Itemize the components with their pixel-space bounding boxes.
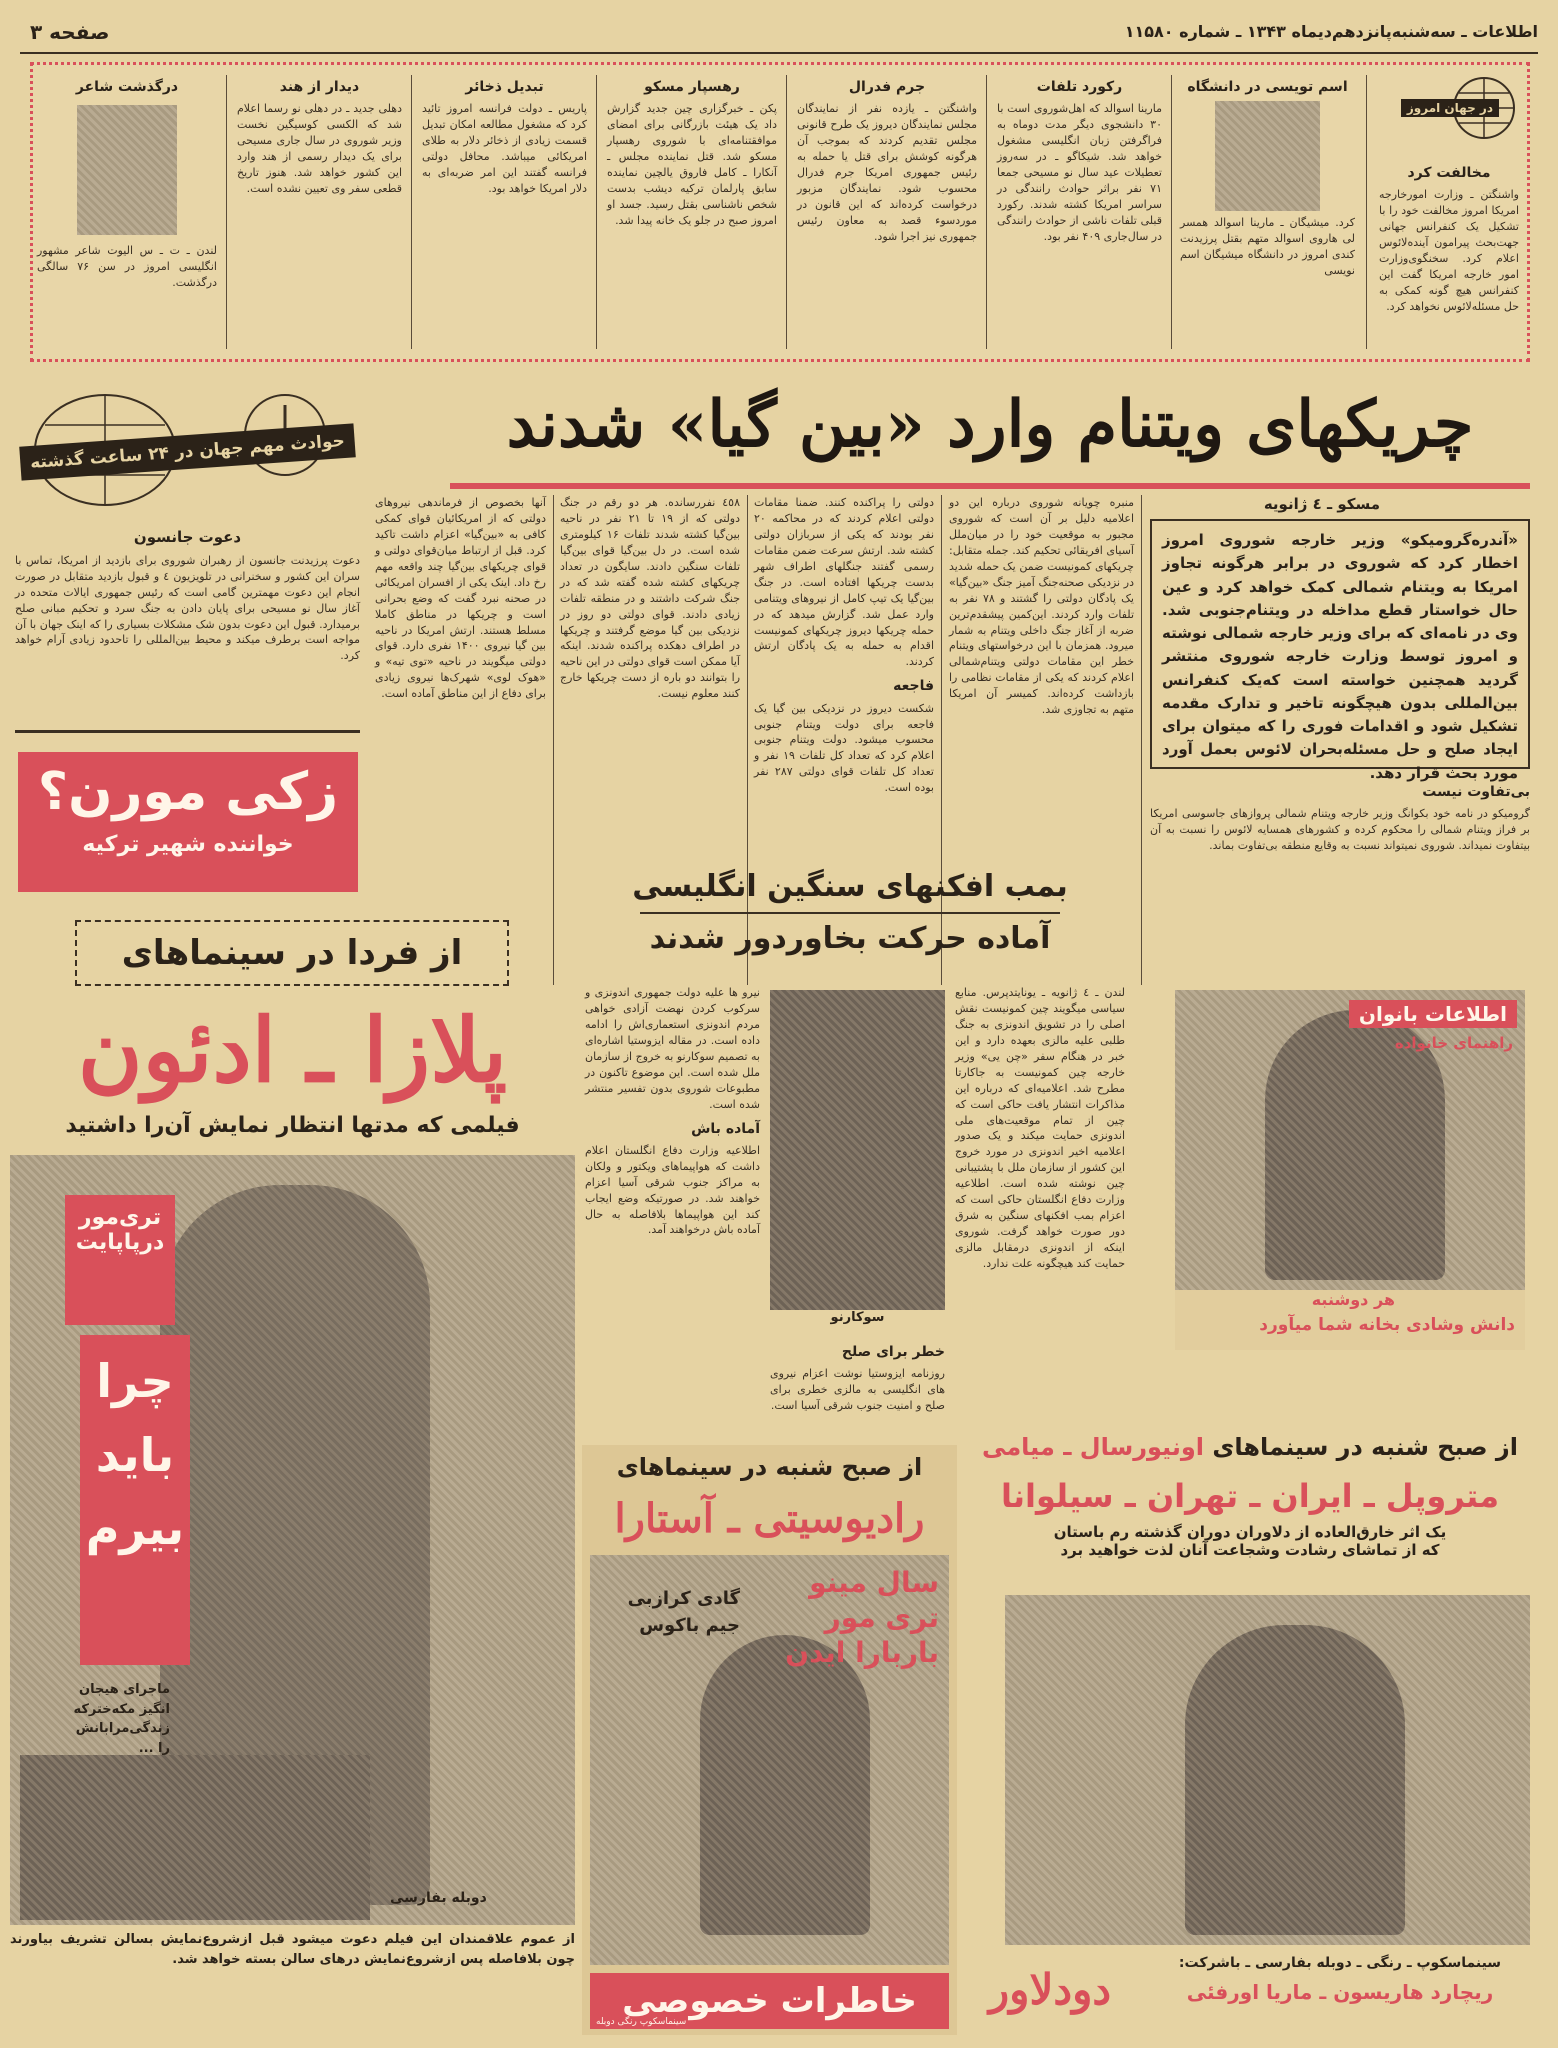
banovan-title-box: [1349, 1000, 1517, 1028]
top-col-1: [1379, 161, 1519, 361]
dovlor-specs: سینماسکوپ ـ رنگی ـ دوبله بفارسی ـ باشرکت:: [1178, 1955, 1502, 1971]
poster-vertical-label: [65, 1195, 175, 1325]
dovlor-cinemas: متروپل ـ ایران ـ تهران ـ سیلوانا: [1000, 1477, 1500, 1515]
cast-5: جیم باکوس: [639, 1615, 740, 1636]
moscow-lead-text: «آندره‌گرومیکو» وزیر خارجه شوروی امروز اخطار کرد که شوروی در برابر هرگونه تجاوز امریکا به ویتنام شمالی کمک خواهد کرد و عین حال خواستار قطع مداخله در ویتنام‌جنوبی شد. وی در نامه‌ای که برای وزیر خارجه شمالی نوشته و امروز توسط وزارت خارجه شوروی منتشر گردید همچنین خواسته است که‌یک کنفرانس بین‌المللی بدون هیچگونه تاخیر و تدارک مقدمه تشکیل شود و اقدامات فوری را که میتوان برای ایجاد صلح و حل مسئله‌بحران لائوس بعمل آورد مورد بحث قرار دهد.: [1162, 531, 1518, 782]
top-col-4: [797, 75, 977, 357]
banovan-sub: راهنمای خانواده: [1394, 1034, 1513, 1052]
dovlor-ad: [965, 1425, 1535, 2035]
separator: [986, 75, 987, 349]
poster-title: چرا باید بیرم: [85, 1354, 185, 1556]
plaza-footer: از عموم علاقمندان این فیلم دعوت میشود قبل ازشروع‌نمایش بسالن تشریف بیاورند چون بلافاصله پس ازشروع‌نمایش درهای سالن بسته خواهد شد.: [10, 1932, 575, 1967]
cast-1: سال مینو: [809, 1566, 939, 1599]
main-headline: چریکهای ویتنام وارد «بین گیا» شدند: [506, 387, 1474, 462]
moscow-dateline: مسکو ـ ٤ ژانویه: [1263, 495, 1380, 513]
world-logo-text: در جهان امروز: [1401, 99, 1499, 117]
radio-title: خاطرات خصوصی: [622, 1981, 917, 2021]
plaza-top-box: [75, 920, 509, 986]
top-news-box: [30, 62, 1530, 362]
bomb-danger: [770, 1340, 945, 1440]
banovan-tag: دانش وشادی بخانه شما میآورد: [1259, 1315, 1515, 1335]
top-col-3: [997, 75, 1162, 357]
radio-ad: [582, 1445, 957, 2035]
bomb-headline: [580, 862, 1120, 972]
bomb-title: بمب افکنهای سنگین انگلیسی: [632, 869, 1068, 904]
main-headline-area: [450, 375, 1530, 495]
dovlor-top1: از صبح شنبه در سینماهای: [1212, 1433, 1518, 1461]
johnson-body: دعوت پرزیدنت جانسون از رهبران شوروی برای بازدید از امریکا، تماس با سران این کشور و سخنرانی در تلویزیون ٤ و قبول بازدید متقابل در صورت انجام این دعوت مهمترین گامی است که رئیس جمهوری ایالات متحده در آغاز سال نو مسیحی برای پایان دادن به جنگ سرد و تحکیم مبانی صلح برمیدارد. قبول این دعوت بدون شک مشکلات بسیاری را که اینک جهان با آن مواجه است برطرف میکند و محیط بین‌المللی را تاحدود زیادی آرام خواهد کرد.: [15, 553, 360, 663]
bomb-col-right: [955, 985, 1125, 1435]
poster-inset-photo: [20, 1755, 370, 1920]
bomb-subtitle: آماده حرکت بخاوردور شدند: [649, 921, 1051, 956]
dovlor-poster: [1005, 1595, 1530, 1945]
col5-body: آنها بخصوص از فرماندهی نیروهای دولتی که از امریکائیان قوای کمکی کافی به «بین‌گیا» اعزام داشت تاکید کرد. قبل از ارتباط میان‌قوای دولتی و قوای چریکهای بین‌گیا چند واقعه مهم رخ داد. اینک یکی از افسران امریکائی در صحنه نبرد گفت که وضع بحرانی است و چریکها در مناطق کاملا مسلط هستند. ارتش امریکا در ناحیه بین گیا نیروی ۱۴۰۰ نفری دارد. قوای دولتی میگویند در ناحیه «توی تیه» و «هوک لوی» شهرک‌ها نیروی زیادی برای دفاع از این مناطق آماده است.: [375, 496, 546, 701]
radio-title-box: [590, 1973, 949, 2029]
radio-top: از صبح شنبه در سینماهای: [616, 1453, 923, 1481]
separator: [1141, 495, 1142, 985]
dovlor-cast: ریچارد هاریسون ـ ماریا اورفئی: [1186, 1980, 1494, 2004]
dovlor-desc1: یک اثر خارق‌العاده از دلاوران دوران گذشته رم باستان: [1053, 1523, 1447, 1541]
zeki-name: زکی مورن؟: [37, 762, 339, 822]
poster-tagline: ماجرای هیجان انگیز مکه‌خترکه زندگی‌مرابانش را ...: [73, 1682, 170, 1756]
col-title: مخالفت کرد: [1407, 165, 1491, 181]
dovlor-title: دودلاور: [988, 1965, 1112, 2014]
top-col-2: [1180, 75, 1355, 357]
world-logo: [1399, 75, 1519, 141]
banovan-ad: [1175, 990, 1525, 1350]
bomb-col-left-body: نیرو ها علیه دولت جمهوری اندونزی و سرکوب کردن نهضت آزادی خواهی مردم اندونزی استعماری‌اش را ادامه داده است. در مقاله ایزوستیا اشاره‌ای به تصمیم سوکارنو به خروج از سازمان ملل شده است. این موضوع تاکنون در مطبوعات شوروی بدون تفسیر منتشر شده است.: [585, 986, 760, 1111]
johnson-rule: [15, 730, 360, 733]
masthead-rule: [20, 52, 1538, 54]
radio-cast-right: [769, 1565, 939, 1670]
poster-dub: دوبله بفارسی: [390, 1890, 487, 1906]
dovlor-figure: [1185, 1625, 1405, 1935]
masthead-date: اطلاعات ـ سه‌شنبه‌پانزدهم‌دیماه ۱۳۴۳ ـ شماره ۱۱۵۸۰: [1124, 22, 1538, 41]
zeki-ad: [18, 752, 358, 892]
top-col-7: [237, 75, 402, 357]
radio-credit: سینماسکوپ رنگی دوبله: [596, 2017, 687, 2027]
faj-title: فاجعه: [893, 678, 934, 695]
faj-body: شکست دیروز در نزدیکی بین گیا یک فاجعه برای دولت ویتنام جنوبی محسوب میشود. دولت ویتنام جنوبی اعلام کرد که تعداد کل تلفات ۱۹ نفر و تعداد کل تلفات قوای دولتی ۲۸۷ نفر بوده است.: [754, 701, 934, 795]
plaza-poster: [10, 1155, 575, 1925]
plaza-top: از فردا در سینماهای: [121, 933, 463, 973]
separator: [596, 75, 597, 349]
danger-body: روزنامه ایزوستیا نوشت اعزام نیروی های انگلیسی به مالزی خطری برای صلح و امنیت جنوب شرقی آسیا است.: [770, 1367, 945, 1413]
plaza-ad: [10, 915, 575, 2035]
sukarno-photo: [770, 990, 945, 1310]
col-title: اسم تویسی در دانشگاه: [1187, 79, 1348, 95]
radio-figure: [700, 1635, 870, 1935]
banovan-title: اطلاعات بانوان: [1358, 1002, 1507, 1026]
cast-2: تری مور: [824, 1601, 939, 1634]
banovan-day: هر دوشنبه: [1311, 1290, 1395, 1309]
zeki-sub: خواننده شهیر ترکیه: [82, 832, 294, 857]
moscow-col5: [375, 495, 546, 985]
ready-title: آماده باش: [691, 1120, 760, 1137]
johnson-article: [15, 525, 360, 725]
news24-banner: حوادث مهم جهان در ۲۴ ساعت گذشته: [19, 423, 356, 480]
cast-3: باربارا ایدن: [785, 1636, 939, 1669]
moscow-sub1: [1150, 780, 1530, 985]
separator: [1171, 75, 1172, 349]
radio-name: رادیوسیتی ـ آستارا: [614, 1495, 925, 1542]
col-body: دهلی جدید ـ در دهلی نو رسما اعلام شد که الکسی کوسیگین نخست وزیر شوروی در سال جاری مسیحی برای یک دیدار رسمی از هند وارد این کشور خواهد شد. هنوز تاریخ قطعی سفر وی تعیین نشده است.: [237, 102, 402, 195]
separator: [1366, 75, 1367, 349]
dovlor-desc2: که از تماشای رشادت وشجاعت آنان لذت خواهید برد: [1060, 1541, 1440, 1559]
top-col-6: [422, 75, 587, 357]
col-title: رهسپار مسکو: [644, 79, 740, 95]
bomb-col-right-body: لندن ـ ٤ ژانویه ـ یونایتدپرس. منابع سیاسی میگویند چین کمونیست نقش اصلی را در تشویق اندونزی به جنگ طلبی علیه مالزی بعهده دارد و این خبر در هنگام سفر «چن یی» وزیر خارجه چین کمونیست به جاکارتا مطرح شد. اعلامیه‌ای که درباره این مذاکرات انتشار یافت حاکی است که چین از تمام موقعیت‌های ملی اندونزی حمایت میکند و یک صدور اعلامیه اخیر اندونزی در مورد خروج این کشور از سازمان ملل با پشتیبانی چین نوشته شده است. اطلاعیه وزارت دفاع انگلستان حاکی است که اعزام بمب افکنهای سنگین به شرق دور صورت خواهد گرفت. شوروی اینکه از اندونزی درمقابل مالزی حمایت کند هیچگونه علت ندارد.: [955, 986, 1125, 1270]
sukarno-photo-block: [770, 990, 945, 1335]
col-body: مارینا اسوالد که اهل‌شوروی است با ۳۰ دانشجوی دیگر مدت دوماه به فراگرفتن زبان انگلیسی مشغول خواهد شد. شیکاگو ـ در سه‌روز تعطیلات عید سال نو مسیحی جمعا ۷۱ نفر براثر حوادث رانندگی در سراسر امریکا کشته شدند. رکورد قبلی تلفات ناشی از حوادث رانندگی در سال‌جاری ۴۰۹ نفر بود.: [997, 102, 1162, 243]
sub1-body: گرومیکو در نامه خود بکوانگ وزیر خارجه ویتنام شمالی پروازهای جاسوسی امریکا بر فراز ویتنام شمالی را محکوم کرده و کشورهای همسایه لائوس را نسبت به آن بیتفاوت نمیداند. شوروی نمیتواند نسبت به وقایع منطقه بی‌تفاوت بماند.: [1150, 807, 1530, 853]
dovlor-top-row: [965, 1425, 1535, 1469]
plaza-sub: فیلمی که مدتها انتظار نمایش آن‌را داشتید: [65, 1113, 520, 1138]
plaza-name: پلازا ـ ادئون: [77, 998, 508, 1102]
col-body: واشنگتن ـ یازده نفر از نمایندگان مجلس نمایندگان دیروز یک طرح قانونی مجلس تقدیم کردند که بموجب آن هرگونه کوشش برای قتل یا حمله به رئیس جمهوری امریکا جرم فدرال محسوب شود. نمایندگان مزبور درخواست کرده‌اند که این قانون در موردسوء قصد به معاون رئیس جمهوری نیز اجرا شود.: [797, 102, 977, 243]
col-body: کرد. میشیگان ـ مارینا اسوالد همسر لی هاروی اسوالد متهم بقتل پرزیدنت کندی امروز در دانشگاه میشیگان اسم نویسی: [1180, 216, 1355, 278]
headline-underline: [450, 483, 1530, 489]
masthead: [20, 18, 1538, 54]
portrait-photo: [1215, 101, 1320, 211]
news24-logo: [15, 385, 360, 515]
sub1-title: بی‌تفاوت نیست: [1422, 784, 1530, 800]
page-number: صفحه ۳: [30, 20, 110, 44]
radio-poster: [590, 1555, 949, 1965]
radio-cast-left: [600, 1585, 740, 1639]
bomb-col-left: [585, 985, 760, 1345]
col-body: واشنگتن ـ وزارت امورخارجه امریکا امروز مخالفت خود را با تشکیل یک کنفرانس جهانی جهت‌بحث پیرامون آینده‌لائوس اعلام کرد. سخنگوی‌وزارت امور خارجه امریکا گفت این کنفرانس هیچ گونه کمکی به حل مسئله‌لائوس نخواهد کرد.: [1379, 188, 1519, 313]
dovlor-top2: اونیورسال ـ میامی: [982, 1433, 1205, 1461]
col3-body: دولتی را پراکنده کنند. ضمنا مقامات دولتی اعلام کردند که در محاکمه ۲۰ نفر بودند که یکی از سربازان دولتی کشته شد. ارتش سرعت ضمن مقامات رسمی گفتند جنگلهای اطراف شهر بدست چریکها افتاده است. در جنگ بین‌گیا یک تیپ کامل از نیروهای ویتنامی وارد عمل شد. گزارش میدهد که در حمله چریکها دیروز چریکهای کمونیست اقدام به حمله به یک پادگان ارتش کردند.: [754, 496, 934, 669]
col-body: لندن ـ ت ـ س الیوت شاعر مشهور انگلیسی امروز در سن ۷۶ سالگی درگذشت.: [37, 244, 217, 290]
ready-body: اطلاعیه وزارت دفاع انگلستان اعلام داشت که هواپیماهای ویکتور و ولکان به مراکز جنوب شرقی آسیا اعزام خواهند شد. در صورتیکه وضع ایجاب کند این هواپیماها بلافاصله به حال آماده باش درخواهند آمد.: [585, 1143, 760, 1237]
johnson-title: دعوت جانسون: [133, 528, 242, 546]
separator: [411, 75, 412, 349]
col4-body: ٤٥٨ نفررسانده. هر دو رقم در جنگ دولتی که از ۱۹ تا ۲۱ نفر در ناحیه بین‌گیا کشته شدند تلفات ۱۶ کیلومتری شده است. در دل بین‌گیا قوای بین‌گیا تلفات سنگین دادند. سایگون در تعداد چریکهای کشته شده گفته شد که در جنگ شرکت داشتند و در منطقه تلفات زیادی دادند. قوای دولتی دو روز در نزدیکی بین گیا موضع گرفتند و چریکها در اطراف دهکده پراکنده شدند. اینکه آیا ممکن است قوای دولتی در این ناحیه را بتوانند دو باره از دست چریکها خارج کنند معلوم نیست.: [560, 496, 741, 701]
separator: [786, 75, 787, 349]
col-title: دیدار از هند: [279, 79, 360, 95]
top-col-5: [607, 75, 777, 357]
cast-4: گادی کرازبی: [627, 1588, 740, 1609]
danger-title: خطر برای صلح: [841, 1344, 945, 1360]
portrait-photo: [77, 105, 177, 235]
col-title: رکورد تلفات: [1036, 79, 1123, 95]
separator: [553, 495, 554, 985]
sukarno-caption: سوکارنو: [830, 1310, 885, 1325]
col2-body: منبره چویانه شوروی درباره این دو اعلامیه دلیل بر آن است که شوروی مجبور به موقعیت خود را در میان‌ملل آسیای افریقائی تحکیم کند. جمله متقابل: چریکهای کمونیست ضمن یک حمله شدید در نزدیکی صحنه‌جنگ آمیز جنگ «بین‌گیا» یک پادگان دولتی را گشتند و ۷۸ نفر به تلفات وارد کردند. این‌کمین پیشقدم‌ترین ضربه از آغاز جنگ داخلی ویتنام به شمار میرود. همزمان با این درخواستهای ویتنام خطر این مقامات دولتی ویتنام‌شمالی اعلام کردند که یکی از مقامات نظامی را بازداشت کرده‌اند. کمیسر آن امریکا متهم به تجاوزی شد.: [949, 496, 1134, 717]
poster-vertical-text: تری‌مور درپاپایت: [75, 1205, 165, 1255]
col-body: پکن ـ خبرگزاری چین جدید گزارش داد یک هیئت بازرگانی برای امضای موافقتنامه‌ای با شوروی رهسپار مسکو شد. قتل نماینده مجلس ـ آنکارا ـ کامل فاروق یالچین نماینده سابق پارلمان ترکیه دیشب بدست شخص ناشناسی بقتل رسید. جسد او امروز صبح در جلو یک خانه پیدا شد.: [607, 102, 777, 227]
poster-title-box: [80, 1335, 190, 1665]
col-title: درگذشت شاعر: [75, 79, 179, 95]
top-col-8: [37, 75, 217, 357]
col-title: تبدیل ذخائر: [465, 79, 544, 95]
col-title: جرم فدرال: [848, 79, 926, 95]
separator: [226, 75, 227, 349]
moscow-lead-box: [1150, 519, 1530, 782]
col-body: پاریس ـ دولت فرانسه امروز تائید کرد که مشغول مطالعه امکان تبدیل قسمت زیادی از ذخائر دلار به طلای امریکائی میباشد. محافل دولتی فرانسه گفتند این امر ضربه‌ای به دلار امریکا خواهد بود.: [422, 102, 587, 195]
